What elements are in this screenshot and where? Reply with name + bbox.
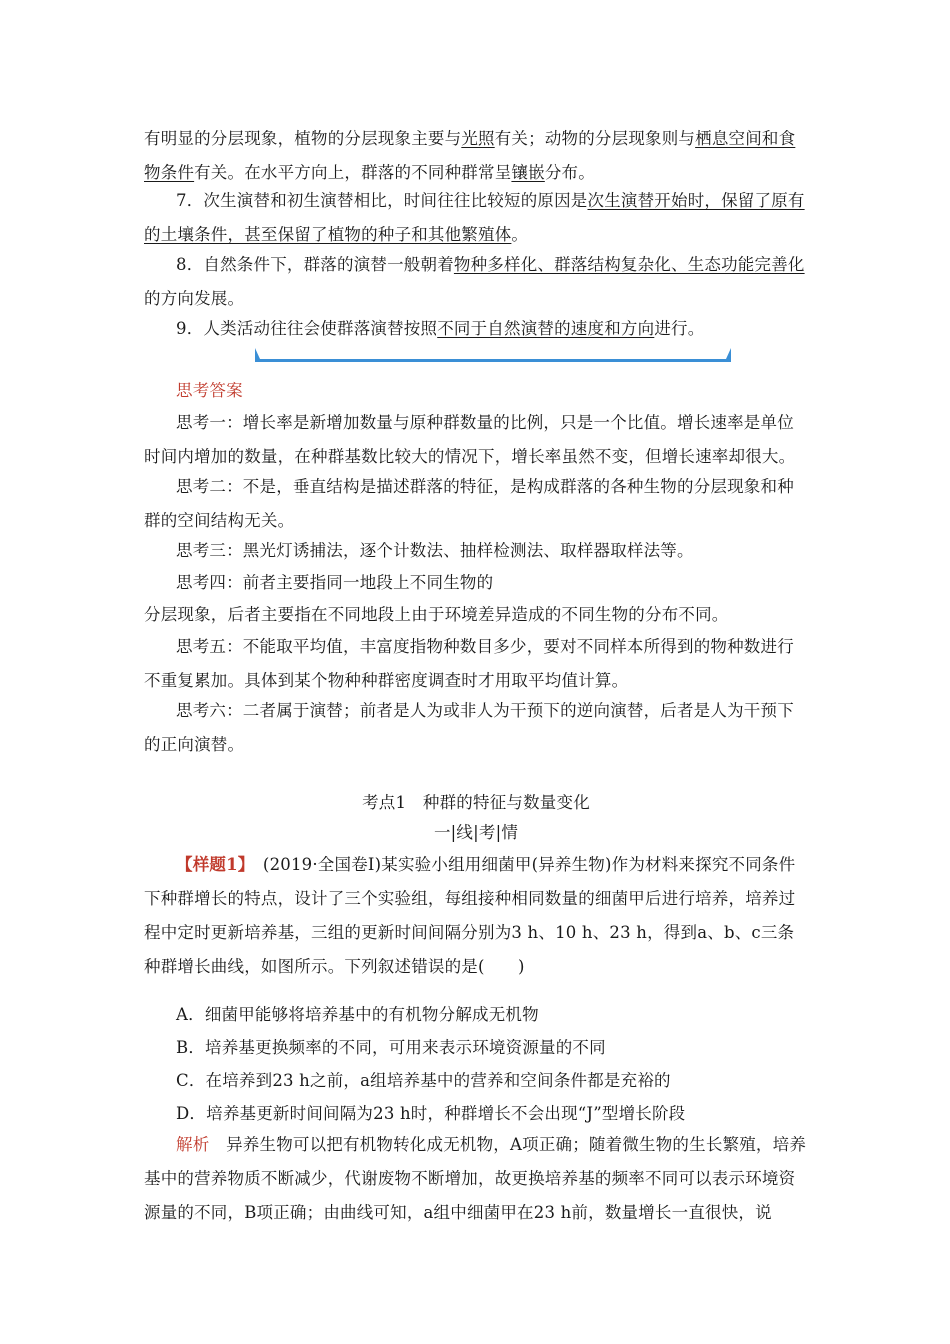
text: 进行。	[654, 319, 705, 338]
item-8	[144, 248, 808, 316]
answer-1: 思考一：增长率是新增加数量与原种群数量的比例，只是一个比值。增长速率是单位时间内增加的数量，在种群基数比较大的情况下，增长率虽然不变，但增长速率却很大。	[144, 413, 796, 466]
answer-2: 思考二：不是，垂直结构是描述群落的特征，是构成群落的各种生物的分层现象和种群的空间结构无关。	[144, 477, 794, 530]
text: 8．自然条件下，群落的演替一般朝着	[176, 255, 454, 274]
paragraph-layering	[144, 122, 808, 190]
underlined-answer: 不同于自然演替的速度和方向	[437, 319, 655, 338]
item-7	[144, 184, 808, 252]
underlined-answer: 的土壤条件，甚至保留了植物的种子和其他繁殖体	[144, 225, 512, 244]
underlined-answer: 栖息空间和食	[695, 129, 796, 148]
underlined-answer: 镶嵌	[511, 163, 545, 182]
text: (2019·全国卷Ⅰ)某实验小组用细菌甲(异养生物)作为材料来探究不同条件下种群增长的特点，设计了三个实验组，每组接种相同数量的细菌甲后进行培养，培养过程中定时更新培养基，三组的更新时间间隔分别为3 h、10 h、23 h，得到a、b、c三条种群增长曲线，如图所示。下列叙述错误的是( )	[144, 855, 796, 976]
text: 异养生物可以把有机物转化成无机物，A项正确；随着微生物的生长繁殖，培养基中的营养物质不断减少，代谢废物不断增加，故更换培养基的频率不同可以表示环境资源量的不同，B项正确；由曲线可知，a组中细菌甲在23 h前，数量增长一直很快，说	[144, 1135, 807, 1222]
answer-4b: 分层现象，后者主要指在不同地段上由于环境差异造成的不同生物的分布不同。	[144, 605, 729, 624]
option-c: C．在培养到23 h之前，a组培养基中的营养和空间条件都是充裕的	[176, 1071, 671, 1090]
text: 分布。	[544, 163, 595, 182]
section-subtitle: 一|线|考|情	[433, 823, 519, 842]
text: 的方向发展。	[144, 289, 245, 308]
option-b: B．培养基更换频率的不同，可用来表示环境资源量的不同	[176, 1038, 606, 1057]
answers-heading: 思考答案	[176, 381, 243, 400]
answer-6: 思考六：二者属于演替；前者是人为或非人为干预下的逆向演替，后者是人为干预下的正向演替。	[144, 701, 794, 754]
analysis-label: 解析	[176, 1135, 210, 1154]
text: 。	[511, 225, 529, 244]
underlined-answer: 光照	[461, 129, 495, 148]
text: 有关。在水平方向上，群落的不同种群常呈	[194, 163, 512, 182]
text: 9．人类活动往往会使群落演替按照	[176, 319, 438, 338]
section-divider	[255, 348, 731, 364]
answer-4a: 思考四：前者主要指同一地段上不同生物的	[176, 573, 494, 592]
answer-5: 思考五：不能取平均值，丰富度指物种数目多少，要对不同样本所得到的物种数进行不重复累加。具体到某个物种种群密度调查时才用取平均值计算。	[144, 637, 794, 690]
answer-3: 思考三：黑光灯诱捕法，逐个计数法、抽样检测法、取样器取样法等。	[176, 541, 694, 560]
text: 7．次生演替和初生演替相比，时间往往比较短的原因是	[176, 191, 588, 210]
section-title: 考点1 种群的特征与数量变化	[362, 793, 590, 812]
analysis	[144, 1128, 808, 1230]
option-a: A．细菌甲能够将培养基中的有机物分解成无机物	[176, 1005, 539, 1024]
question-label: 【样题1】	[176, 855, 247, 874]
text: 有关；动物的分层现象则与	[494, 129, 696, 148]
option-d: D．培养基更新时间间隔为23 h时，种群增长不会出现“J”型增长阶段	[176, 1104, 686, 1123]
underlined-answer: 物种多样化、群落结构复杂化、生态功能完善化	[453, 255, 805, 274]
underlined-answer: 次生演替开始时，保留了原有	[587, 191, 805, 210]
question-stem	[144, 848, 808, 984]
underlined-answer: 物条件	[144, 163, 195, 182]
text: 有明显的分层现象，植物的分层现象主要与	[144, 129, 462, 148]
item-9	[144, 312, 808, 346]
